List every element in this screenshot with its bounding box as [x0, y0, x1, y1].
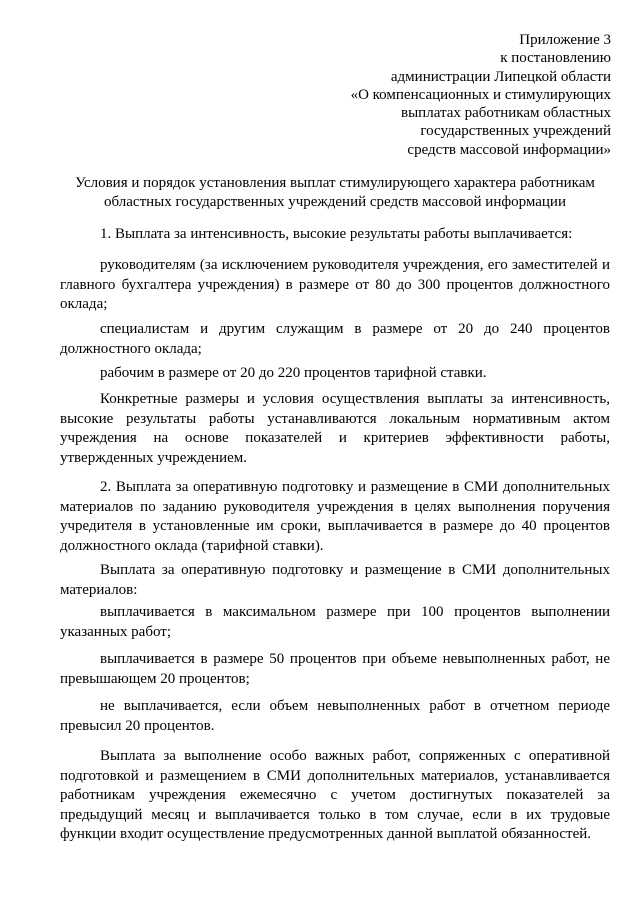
paragraph-11: Выплата за выполнение особо важных работ, сопряженных с оперативной подготовкой и размещением в СМИ дополнительных материалов, устанавливается работникам учреждения ежемесячно с учетом достигнутых показателей за предыдущий месяц и выплачивается только в том случае, если в их трудовые функции входит осуществление предусмотренных данной выплатой обязанностей.	[60, 748, 610, 843]
header-line: средств массовой информации»	[407, 141, 611, 158]
header-line: выплатах работникам областных	[401, 105, 611, 122]
paragraph-3: специалистам и другим служащим в размере от 20 до 240 процентов должностного оклада;	[60, 321, 610, 357]
paragraph-9: выплачивается в размере 50 процентов при объеме невыполненных работ, не превышающем 20 процентов;	[60, 651, 610, 687]
header-line: государственных учреждений	[420, 123, 611, 140]
paragraph-2: руководителям (за исключением руководителя учреждения, его заместителей и главного бухгалтера учреждения) в размере от 80 до 300 процентов должностного оклада;	[60, 257, 610, 313]
document-title	[60, 174, 610, 212]
paragraph-5: Конкретные размеры и условия осуществления выплаты за интенсивность, высокие результаты работы устанавливаются локальным нормативным актом учреждения на основе показателей и критериев эффективности работы, утвержденных учреждением.	[60, 391, 610, 466]
header-line: администрации Липецкой области	[390, 68, 611, 85]
header-line: к постановлению	[500, 50, 611, 67]
paragraph-7: Выплата за оперативную подготовку и размещение в СМИ дополнительных материалов:	[60, 562, 610, 598]
title-line: областных государственных учреждений средств массовой информации	[104, 194, 566, 210]
header-line: «О компенсационных и стимулирующих	[350, 86, 611, 103]
header-line: Приложение 3	[519, 32, 611, 48]
paragraph-1: 1. Выплата за интенсивность, высокие результаты работы выплачивается:	[100, 226, 573, 242]
paragraph-10: не выплачивается, если объем невыполненных работ в отчетном периоде превысил 20 процентов.	[60, 698, 610, 734]
appendix-header	[351, 31, 611, 159]
title-line: Условия и порядок установления выплат стимулирующего характера работникам	[75, 175, 595, 191]
paragraph-8: выплачивается в максимальном размере при 100 процентов выполнении указанных работ;	[60, 604, 610, 640]
paragraph-6: 2. Выплата за оперативную подготовку и размещение в СМИ дополнительных материалов по заданию руководителя учреждения в целях выполнения поручения учредителя в установленные им сроки, выплачивается в размере до 40 процентов должностного оклада (тарифной ставки).	[60, 479, 610, 554]
paragraph-4: рабочим в размере от 20 до 220 процентов тарифной ставки.	[100, 365, 487, 381]
